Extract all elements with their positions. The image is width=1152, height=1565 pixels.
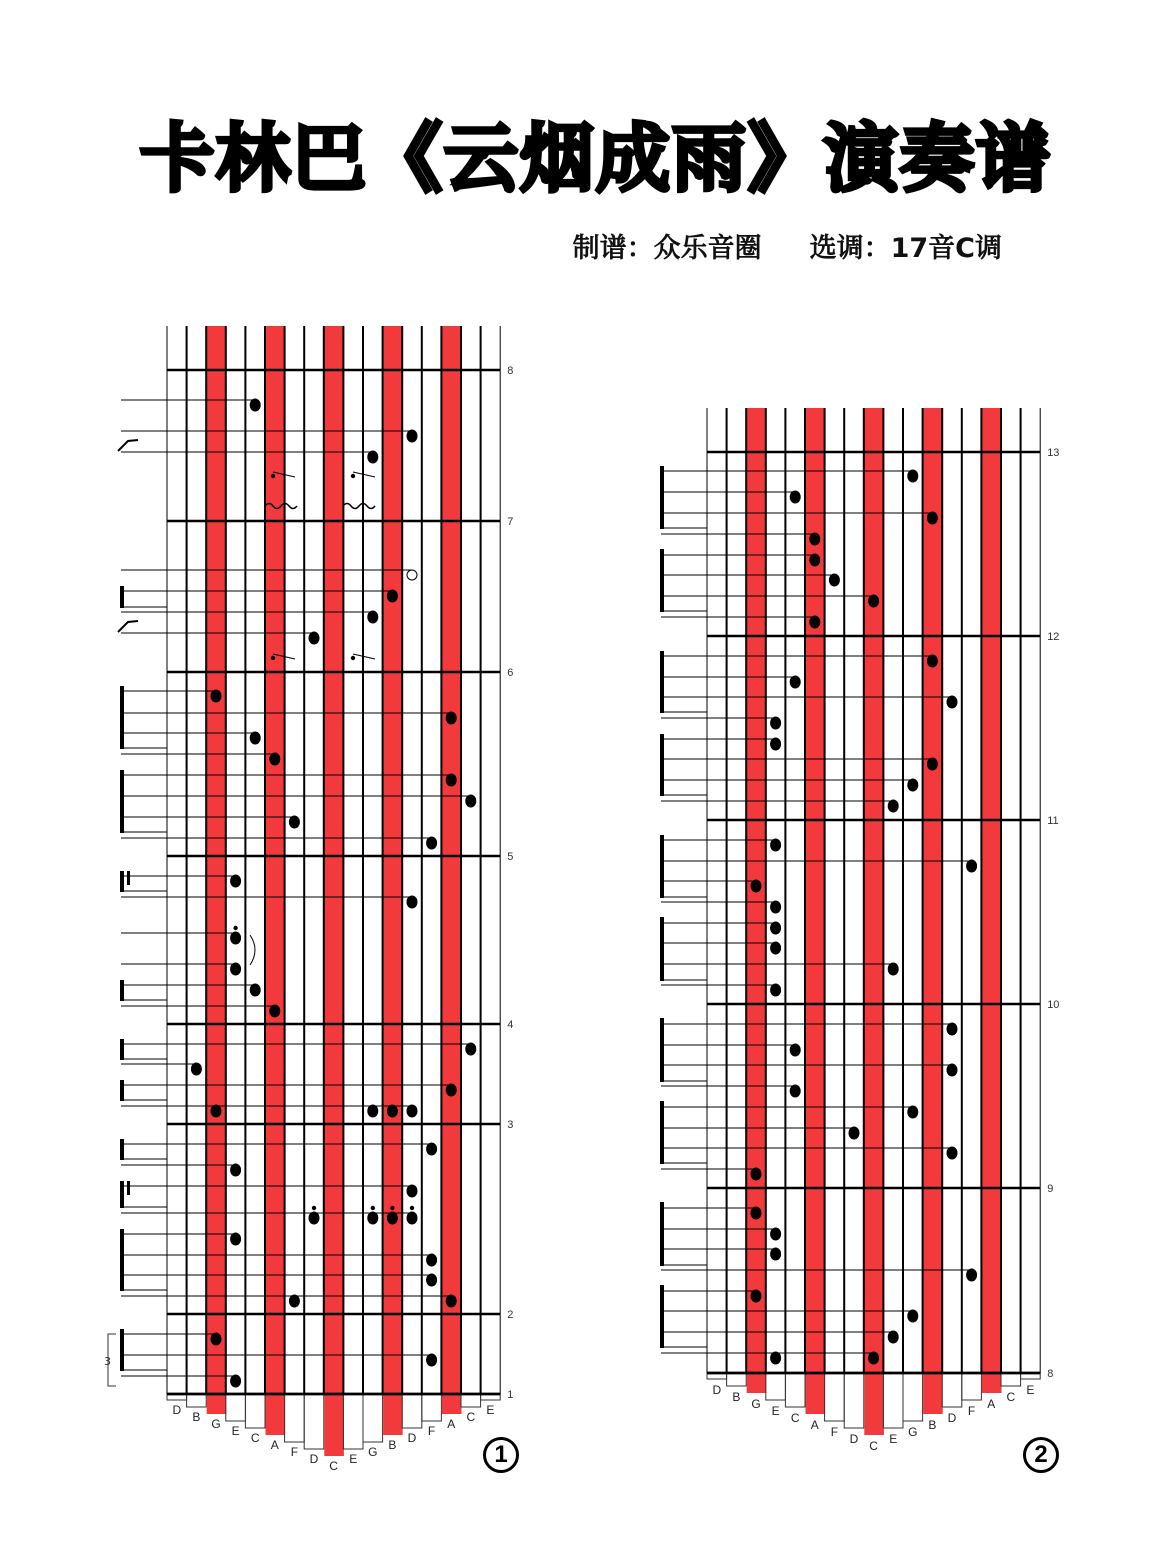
note-dot [790, 676, 801, 689]
note-dot [387, 590, 398, 603]
slide-icon [118, 621, 138, 632]
note-dot [426, 1254, 437, 1267]
rhythm-beam [660, 1202, 664, 1266]
rhythm-beam [120, 586, 124, 608]
note-dot [367, 451, 378, 464]
tine-label: A [447, 1417, 456, 1431]
grace-note-icon [351, 656, 355, 660]
note-dot [751, 880, 762, 893]
measure-number: 4 [507, 1019, 514, 1031]
note-dot [770, 1228, 781, 1241]
tine-outline [363, 1394, 383, 1442]
tine-label: B [388, 1438, 397, 1452]
note-dot [770, 717, 781, 730]
measure-number: 10 [1047, 999, 1060, 1011]
note-dot [407, 896, 418, 909]
tine-label: C [329, 1459, 338, 1473]
note-dot [888, 800, 899, 813]
tine-label: E [1026, 1383, 1035, 1397]
tine-label: F [967, 1404, 976, 1418]
slide-icon [118, 440, 138, 451]
rhythm-beam [660, 1285, 664, 1348]
tine-label: D [172, 1403, 182, 1417]
note-dot [230, 932, 241, 945]
measure-number: 13 [1047, 447, 1060, 459]
note-dot [230, 1375, 241, 1388]
tine-outline [727, 1373, 747, 1386]
key-label: 选调：17音C调 [809, 233, 1002, 264]
note-dot [407, 1212, 418, 1225]
tine-outline [766, 1373, 786, 1400]
tine-label: E [231, 1424, 240, 1438]
rhythm-beam [120, 1080, 124, 1101]
rhythm-beam [660, 549, 664, 612]
tine-outline [187, 1394, 207, 1407]
tine-label: D [849, 1432, 859, 1446]
tine-label: F [290, 1445, 299, 1459]
tine-label: G [211, 1417, 221, 1431]
note-dot [426, 1274, 437, 1287]
note-dot [849, 1127, 860, 1140]
note-dot [790, 491, 801, 504]
note-dot [927, 512, 938, 525]
tine-outline [285, 1394, 305, 1442]
note-dot [770, 922, 781, 935]
note-dot [907, 470, 918, 483]
note-dot [269, 753, 280, 766]
tine-label: D [712, 1383, 722, 1397]
tine-label: G [368, 1445, 378, 1459]
note-dot [790, 1044, 801, 1057]
chart-2 [660, 408, 1059, 1453]
rhythm-beam [120, 1181, 124, 1208]
note-dot [751, 1290, 762, 1303]
tine-label: F [427, 1424, 436, 1438]
note-dot [446, 1084, 457, 1097]
note-dot [907, 1310, 918, 1323]
rhythm-beam [660, 734, 664, 796]
vibrato-icon [343, 504, 375, 509]
tine-label: D [407, 1431, 417, 1445]
note-dot [250, 399, 261, 412]
note-dot [250, 984, 261, 997]
measure-number: 2 [507, 1309, 514, 1321]
rhythm-beam [660, 1101, 664, 1164]
tine-label: B [928, 1418, 937, 1432]
note-dot [809, 616, 820, 629]
tine-outline [903, 1373, 923, 1421]
note-dot [770, 738, 781, 751]
measure-number: 11 [1047, 815, 1059, 827]
tine-label: G [908, 1425, 918, 1439]
note-dot [751, 1207, 762, 1220]
tine-outline [245, 1394, 265, 1428]
page-number-1: 1 [483, 1437, 519, 1473]
tine-outline [304, 1394, 324, 1449]
tine-label: G [751, 1397, 761, 1411]
measure-number: 3 [507, 1119, 514, 1131]
tine-outline [402, 1394, 422, 1428]
note-dot [289, 1295, 300, 1308]
tine-label: B [732, 1390, 741, 1404]
tine-label: E [771, 1404, 780, 1418]
tine-label: A [810, 1418, 819, 1432]
note-dot [269, 1005, 280, 1018]
note-dot [770, 984, 781, 997]
note-dot [407, 1185, 418, 1198]
tine-label: E [486, 1403, 495, 1417]
rhythm-beam [660, 651, 664, 713]
note-dot [770, 1248, 781, 1261]
note-dot [829, 574, 840, 587]
note-dot [947, 1023, 958, 1036]
note-dot [191, 1063, 202, 1076]
red-tine-bar [982, 408, 1002, 1393]
measure-number: 5 [507, 851, 514, 863]
rhythm-beam [120, 980, 124, 1001]
note-dot [947, 1147, 958, 1160]
note-dot [770, 839, 781, 852]
note-dot [465, 795, 476, 808]
note-dot [927, 655, 938, 668]
note-dot [809, 533, 820, 546]
note-dot [426, 1354, 437, 1367]
tine-outline [1001, 1373, 1021, 1386]
note-dot [907, 1106, 918, 1119]
page-title: 卡林巴《云烟成雨》演奏谱 [140, 116, 1052, 202]
tine-outline [844, 1373, 864, 1428]
tine-label: E [889, 1432, 898, 1446]
tine-label: A [270, 1438, 279, 1452]
note-dot [947, 696, 958, 709]
rhythm-beam [120, 1139, 124, 1160]
rhythm-beam [120, 686, 124, 749]
tine-label: B [192, 1410, 201, 1424]
triplet-marker: 3 [104, 1355, 111, 1368]
measure-number: 8 [1047, 1368, 1054, 1380]
note-dot [868, 1352, 879, 1365]
rhythm-beam [660, 466, 664, 529]
note-dot [426, 837, 437, 850]
tine-label: D [947, 1411, 957, 1425]
measure-number: 7 [507, 516, 514, 528]
tine-label: A [987, 1397, 996, 1411]
tine-outline [461, 1394, 481, 1407]
rhythm-beam [120, 1039, 124, 1060]
tine-label: D [309, 1452, 319, 1466]
note-dot [309, 632, 320, 645]
red-tine-bar [266, 326, 286, 1435]
measure-number: 6 [507, 667, 514, 679]
tine-label: F [830, 1425, 839, 1439]
slur-icon [250, 935, 255, 965]
rhythm-beam [120, 871, 124, 892]
note-dot [230, 1233, 241, 1246]
tine-label: C [250, 1431, 260, 1445]
tine-label: E [349, 1452, 358, 1466]
tine-outline [942, 1373, 962, 1407]
note-dot [289, 816, 300, 829]
rhythm-beam [660, 917, 664, 981]
red-tine-bar [207, 326, 227, 1414]
red-tine-bar [923, 408, 943, 1414]
grace-note-icon [271, 656, 275, 660]
note-dot [407, 1105, 418, 1118]
measure-number: 12 [1047, 631, 1060, 643]
note-dot [230, 1164, 241, 1177]
measure-number: 1 [507, 1389, 514, 1401]
note-dot [407, 430, 418, 443]
note-dot [770, 1352, 781, 1365]
rhythm-beam [120, 770, 124, 833]
grace-note-icon [351, 474, 355, 478]
red-tine-bar [383, 326, 403, 1435]
tine-outline [785, 1373, 805, 1407]
octave-dot [312, 1206, 316, 1210]
note-dot [230, 875, 241, 888]
note-dot [927, 758, 938, 771]
tine-label: C [869, 1439, 878, 1453]
tine-label: C [466, 1410, 476, 1424]
octave-dot [410, 1206, 414, 1210]
rhythm-beam [120, 1229, 124, 1291]
tine-outline [962, 1373, 982, 1400]
measure-number: 9 [1047, 1183, 1054, 1195]
note-dot [230, 963, 241, 976]
red-tine-bar [324, 326, 344, 1456]
rhythm-beam [120, 1329, 124, 1371]
red-tine-bar [442, 326, 462, 1414]
octave-dot [233, 926, 237, 930]
note-dot [250, 732, 261, 745]
red-tine-bar [864, 408, 884, 1435]
tine-outline [825, 1373, 845, 1421]
tine-outline [883, 1373, 903, 1428]
octave-dot [371, 1206, 375, 1210]
note-dot [465, 1043, 476, 1056]
tine-outline [343, 1394, 363, 1449]
note-dot [367, 611, 378, 624]
note-dot [770, 901, 781, 914]
note-dot [947, 1064, 958, 1077]
note-dot [211, 690, 222, 703]
rhythm-beam [660, 835, 664, 898]
tine-label: C [1006, 1390, 1016, 1404]
tine-label: C [790, 1411, 800, 1425]
note-dot [446, 774, 457, 787]
note-dot [446, 1295, 457, 1308]
page-number-2: 2 [1023, 1437, 1059, 1473]
note-dot [426, 1143, 437, 1156]
rhythm-beam [660, 1018, 664, 1082]
measure-number: 8 [507, 365, 514, 377]
tine-outline [422, 1394, 442, 1421]
grace-note-icon [271, 474, 275, 478]
note-dot [966, 1269, 977, 1282]
note-dot [809, 554, 820, 567]
half-note [407, 570, 417, 580]
note-dot [790, 1085, 801, 1098]
note-dot [907, 779, 918, 792]
octave-dot [390, 1206, 394, 1210]
note-dot [211, 1333, 222, 1346]
note-dot [888, 963, 899, 976]
red-tine-bar [747, 408, 767, 1393]
note-dot [446, 712, 457, 725]
tine-outline [226, 1394, 246, 1421]
arranger-label: 制谱：众乐音圈 [572, 233, 762, 264]
note-dot [966, 860, 977, 873]
note-dot [751, 1168, 762, 1181]
chart-1 [104, 326, 513, 1473]
note-dot [770, 942, 781, 955]
note-dot [888, 1331, 899, 1344]
note-dot [868, 595, 879, 608]
